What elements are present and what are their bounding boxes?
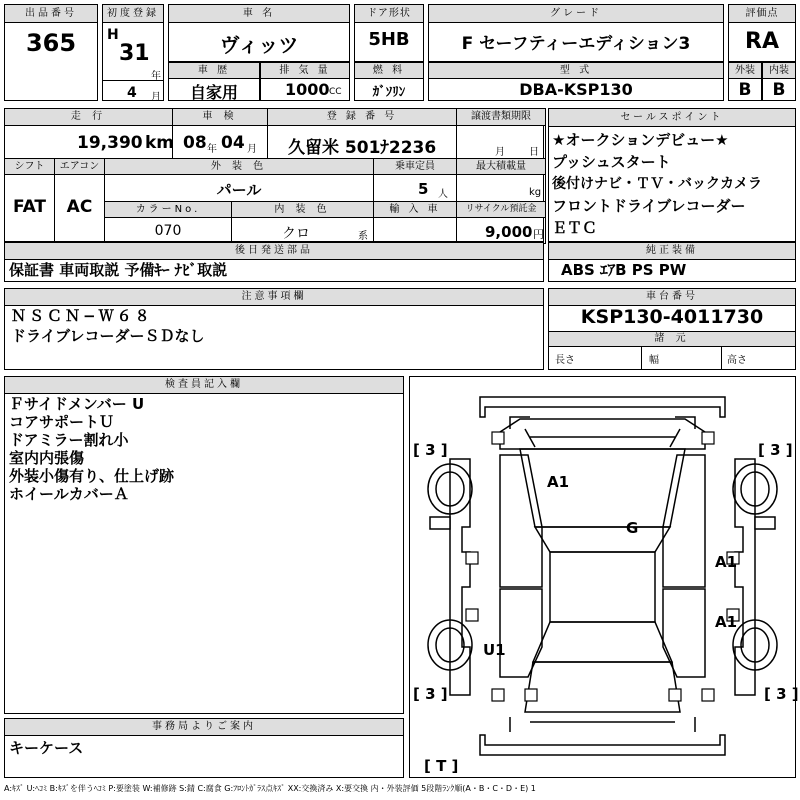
inspection-month: 04: [221, 133, 245, 153]
width-label: 幅: [649, 355, 659, 366]
score-label: 評価点: [729, 5, 795, 23]
length-label: 長さ: [555, 355, 575, 366]
lot-number: 365: [25, 29, 77, 57]
plate: 久留米 501ﾅ2236: [288, 138, 437, 158]
door: 5HB: [368, 29, 410, 50]
color-no-cell: [104, 217, 232, 244]
grade: F セーフティーエディション3: [461, 34, 691, 54]
rear-left-damage-mark: U1: [483, 641, 506, 659]
capacity-cell: [373, 174, 457, 202]
int-color-cell: [231, 217, 374, 244]
model-label: 型 式: [429, 63, 723, 79]
chassis-number: KSP130-4011730: [580, 306, 764, 328]
tire-rear-left-mark: [ 3 ]: [413, 685, 448, 703]
legend: A:ｷｽﾞ U:ﾍｺﾐ B:ｷｽﾞを伴うﾍｺﾐ P:要塗装 W:補修跡 S:錆 C:腐食 G:ﾌﾛﾝﾄｶﾞﾗｽ点ｷｽﾞ XX:交換済み X:要交換 内・外装評価 5段階ﾗﾝｸ順(A・B・C・D・E) 1: [4, 784, 536, 793]
recycle-unit: 円: [533, 228, 544, 241]
later-parts-box: [4, 242, 544, 282]
notes-label: 注意事項欄: [5, 289, 543, 306]
inspection-month-unit: 月: [247, 144, 257, 155]
selling-point-1: ★オークションデビュー★: [552, 131, 729, 149]
recycle-label: リサイクル預託金: [456, 201, 546, 218]
displacement-unit: CC: [329, 87, 342, 97]
transfer-label: 譲渡書類期限: [456, 108, 546, 126]
history-box: [168, 62, 260, 101]
transfer-day-unit: 日: [529, 147, 539, 158]
month-unit: 月: [151, 92, 161, 103]
inspector-line-6: ホイールカバーＡ: [9, 485, 129, 503]
hood-damage-mark: A1: [547, 473, 570, 491]
car-diagram: [409, 376, 799, 778]
inspector-box: [4, 376, 404, 714]
transfer-cell: [456, 125, 546, 159]
first-reg-month: 4: [127, 85, 137, 101]
load-unit: kg: [529, 187, 542, 198]
fuel-box: [354, 62, 424, 101]
car-name-box: [168, 4, 350, 62]
chassis-box: [548, 288, 796, 370]
inspection-year: 08: [183, 133, 207, 153]
right-front-door-mark: A1: [715, 553, 738, 571]
import-cell: [373, 217, 457, 244]
load-label: 最大積載量: [456, 158, 546, 175]
exterior-label: 外装: [729, 63, 761, 79]
selling-points-label: セールスポイント: [549, 109, 795, 127]
color-no-label: カラーNo.: [104, 201, 232, 218]
first-registration-label: 初度登録: [103, 5, 163, 23]
mileage-label: 走 行: [4, 108, 173, 126]
genuine-equipment-value: ABS ｴｱB PS PW: [561, 261, 687, 279]
era-letter: H: [107, 27, 119, 43]
inspection-year-unit: 年: [207, 144, 217, 155]
door-label: ドア形状: [355, 5, 423, 23]
inspector-line-5: 外装小傷有り、仕上げ跡: [9, 467, 175, 485]
genuine-equipment-box: [548, 242, 796, 282]
later-parts-label: 後日発送部品: [5, 243, 543, 260]
car-name: ヴィッツ: [219, 33, 299, 57]
score-box: [728, 4, 796, 62]
import-label: 輸 入 車: [373, 201, 457, 218]
recycle: 9,000: [485, 223, 533, 241]
ext-color-label: 外 装 色: [104, 158, 374, 175]
displacement-box: [260, 62, 350, 101]
exterior-grade: B: [738, 80, 752, 100]
fuel: ｶﾞｿﾘﾝ: [372, 85, 406, 100]
office-box: [4, 718, 404, 778]
office-value: キーケース: [9, 739, 84, 757]
tire-front-right-mark: [ 3 ]: [758, 441, 793, 459]
inspector-label: 検査員記入欄: [5, 377, 403, 394]
selling-point-2: プッシュスタート: [552, 153, 671, 171]
shift-cell: [4, 174, 55, 244]
grade-box: [428, 4, 724, 62]
interior-grade: B: [772, 80, 786, 100]
note-1: ＮＳＣＮ−Ｗ６８: [11, 307, 153, 325]
capacity: 5: [418, 180, 429, 198]
mileage: 19,390: [77, 133, 143, 153]
genuine-equipment-label: 純正装備: [549, 243, 795, 260]
tire-rear-right-mark: [ 3 ]: [764, 685, 799, 703]
grade-label: グレード: [429, 5, 723, 23]
exterior-grade-box: [728, 62, 762, 101]
plate-label: 登 録 番 号: [267, 108, 457, 126]
capacity-unit: 人: [438, 189, 448, 200]
inspector-line-4: 室内内張傷: [9, 449, 85, 467]
door-box: [354, 4, 424, 62]
selling-point-3: 後付けナビ・ＴＶ・バックカメラ: [552, 176, 762, 192]
car-outline: [410, 377, 795, 777]
chassis-label: 車台番号: [549, 289, 795, 306]
int-color-unit: 系: [358, 231, 368, 242]
displacement-label: 排 気 量: [261, 63, 349, 79]
lot-number-label: 出品番号: [5, 5, 97, 23]
fuel-label: 燃 料: [355, 63, 423, 79]
color-no: 070: [154, 223, 182, 239]
inspection-label: 車 検: [172, 108, 268, 126]
transfer-month-unit: 月: [495, 147, 505, 158]
later-parts-value: 保証書 車両取説 予備ｷｰ ﾅﾋﾞ取説: [9, 261, 228, 279]
int-color-label: 内 装 色: [231, 201, 374, 218]
height-label: 高さ: [727, 355, 747, 366]
car-name-label: 車 名: [169, 5, 349, 23]
selling-points-box: [548, 108, 796, 242]
interior-label: 内装: [763, 63, 795, 79]
spare-tire-mark: [ T ]: [424, 757, 459, 775]
ac: AC: [66, 197, 93, 217]
dims-label: 諸 元: [549, 331, 795, 347]
model: DBA-KSP130: [519, 80, 633, 99]
ext-color-cell: [104, 174, 374, 202]
history-label: 車 歴: [169, 63, 259, 79]
shift: FAT: [12, 197, 47, 217]
vehicle-details-block: [4, 108, 544, 242]
selling-point-5: ＥＴＣ: [552, 219, 598, 237]
mileage-cell: [4, 125, 173, 159]
first-reg-year: 31: [119, 41, 150, 66]
year-unit: 年: [151, 71, 161, 82]
load-cell: [456, 174, 546, 202]
shift-label: シフト: [4, 158, 55, 175]
ext-color: パール: [216, 181, 262, 199]
first-registration-box: [102, 4, 164, 101]
capacity-label: 乗車定員: [373, 158, 457, 175]
plate-cell: [267, 125, 457, 159]
int-color: クロ: [282, 226, 310, 242]
model-box: [428, 62, 724, 101]
inspector-line-2: コアサポートＵ: [9, 413, 115, 431]
inspector-line-3: ドアミラー割れ小: [9, 431, 129, 449]
displacement: 1000: [285, 80, 330, 99]
right-rear-door-mark: A1: [715, 613, 738, 631]
ac-label: エアコン: [54, 158, 105, 175]
lot-number-box: [4, 4, 98, 101]
notes-box: [4, 288, 544, 370]
roof-damage-mark: G: [626, 519, 639, 537]
mileage-unit: km: [145, 133, 175, 153]
ac-cell: [54, 174, 105, 244]
recycle-cell: [456, 217, 546, 244]
history: 自家用: [189, 83, 238, 102]
inspector-line-1: Ｆサイドメンバー U: [9, 395, 145, 413]
tire-front-left-mark: [ 3 ]: [413, 441, 448, 459]
interior-grade-box: [762, 62, 796, 101]
score: RA: [745, 29, 779, 54]
note-2: ドライブレコーダーＳＤなし: [11, 327, 205, 345]
selling-point-4: フロントドライブレコーダー: [552, 197, 746, 215]
inspection-cell: [172, 125, 268, 159]
office-label: 事務局よりご案内: [5, 719, 403, 736]
